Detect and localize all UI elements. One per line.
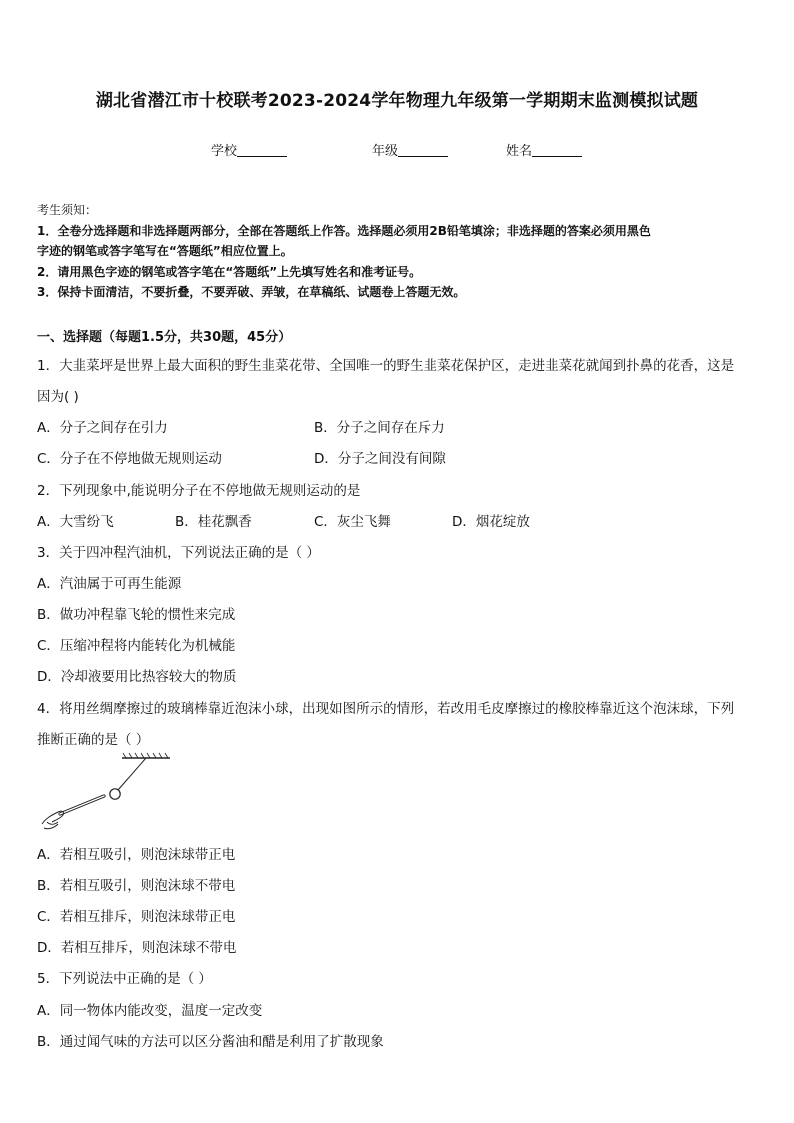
name-blank bbox=[532, 144, 582, 157]
name-label: 姓名 bbox=[506, 144, 533, 159]
q1-option-d: D．分子之间没有间隙 bbox=[314, 451, 446, 467]
section-heading: 一、选择题（每题1.5分，共30题，45分） bbox=[37, 330, 292, 345]
q5-option-b: B．通过闻气味的方法可以区分酱油和醋是利用了扩散现象 bbox=[37, 1034, 384, 1050]
notice-item-3: 3．保持卡面清洁，不要折叠，不要弄破、弄皱，在草稿纸、试题卷上答题无效。 bbox=[37, 285, 466, 299]
charged-ball-figure bbox=[38, 752, 178, 836]
q1-option-c: C．分子在不停地做无规则运动 bbox=[37, 451, 222, 467]
q4-stem-a: 4．将用丝绸摩擦过的玻璃棒靠近泡沫小球，出现如图所示的情形，若改用毛皮摩擦过的橡胶棒靠近这个泡沫球，下列 bbox=[37, 701, 735, 717]
notice-block bbox=[37, 200, 759, 303]
q2-option-c: C．灰尘飞舞 bbox=[314, 514, 391, 530]
q3-option-b: B．做功冲程靠飞轮的惯性来完成 bbox=[37, 607, 236, 623]
q2-option-b: B．桂花飘香 bbox=[175, 514, 252, 530]
q1-option-b: B．分子之间存在斥力 bbox=[314, 420, 445, 436]
thread bbox=[118, 758, 146, 790]
notice-item-1b: 字迹的钢笔或答字笔写在“答题纸”相应位置上。 bbox=[37, 244, 293, 258]
q1-option-a: A．分子之间存在引力 bbox=[37, 420, 168, 436]
school-field bbox=[211, 140, 287, 159]
q4-option-b: B．若相互吸引，则泡沫球不带电 bbox=[37, 878, 236, 894]
q3-option-c: C．压缩冲程将内能转化为机械能 bbox=[37, 638, 236, 654]
q5-stem: 5．下列说法中正确的是（ ） bbox=[37, 971, 212, 987]
q2-stem: 2．下列现象中,能说明分子在不停地做无规则运动的是 bbox=[37, 483, 361, 499]
q1-stem-b: 因为( ) bbox=[37, 389, 79, 405]
q4-option-c: C．若相互排斥，则泡沫球带正电 bbox=[37, 909, 236, 925]
notice-item-2: 2．请用黑色字迹的钢笔或答字笔在“答题纸”上先填写姓名和准考证号。 bbox=[37, 264, 422, 279]
foam-ball bbox=[110, 789, 120, 799]
q1-stem-a: 1．大韭菜坪是世界上最大面积的野生韭菜花带、全国唯一的野生韭菜花保护区，走进韭菜花就闻到扑鼻的花香，这是 bbox=[37, 358, 735, 374]
q4-stem-b: 推断正确的是（ ） bbox=[37, 732, 150, 748]
q4-option-d: D．若相互排斥，则泡沫球不带电 bbox=[37, 940, 237, 956]
page-title: 湖北省潜江市十校联考2023-2024学年物理九年级第一学期期末监测模拟试题 bbox=[95, 91, 699, 111]
q3-stem: 3．关于四冲程汽油机，下列说法正确的是（ ） bbox=[37, 545, 320, 561]
q4-option-a: A．若相互吸引，则泡沫球带正电 bbox=[37, 847, 236, 863]
q2-option-a: A．大雪纷飞 bbox=[37, 514, 114, 530]
q5-option-a: A．同一物体内能改变，温度一定改变 bbox=[37, 1003, 263, 1019]
ceiling-support bbox=[122, 753, 170, 758]
q3-option-d: D．冷却液要用比热容较大的物质 bbox=[37, 669, 237, 685]
grade-label: 年级 bbox=[372, 144, 399, 159]
school-label: 学校 bbox=[211, 144, 238, 159]
notice-heading: 考生须知： bbox=[37, 203, 98, 217]
grade-blank bbox=[398, 144, 448, 157]
grade-field bbox=[372, 140, 448, 159]
name-field bbox=[506, 140, 582, 159]
notice-item-1a: 1．全卷分选择题和非选择题两部分，全部在答题纸上作答。选择题必须用2B铅笔填涂；非选择题的答案必须用黑色 bbox=[37, 223, 651, 238]
q3-option-a: A．汽油属于可再生能源 bbox=[37, 576, 182, 592]
q2-option-d: D．烟花绽放 bbox=[452, 514, 530, 530]
school-blank bbox=[237, 144, 287, 157]
